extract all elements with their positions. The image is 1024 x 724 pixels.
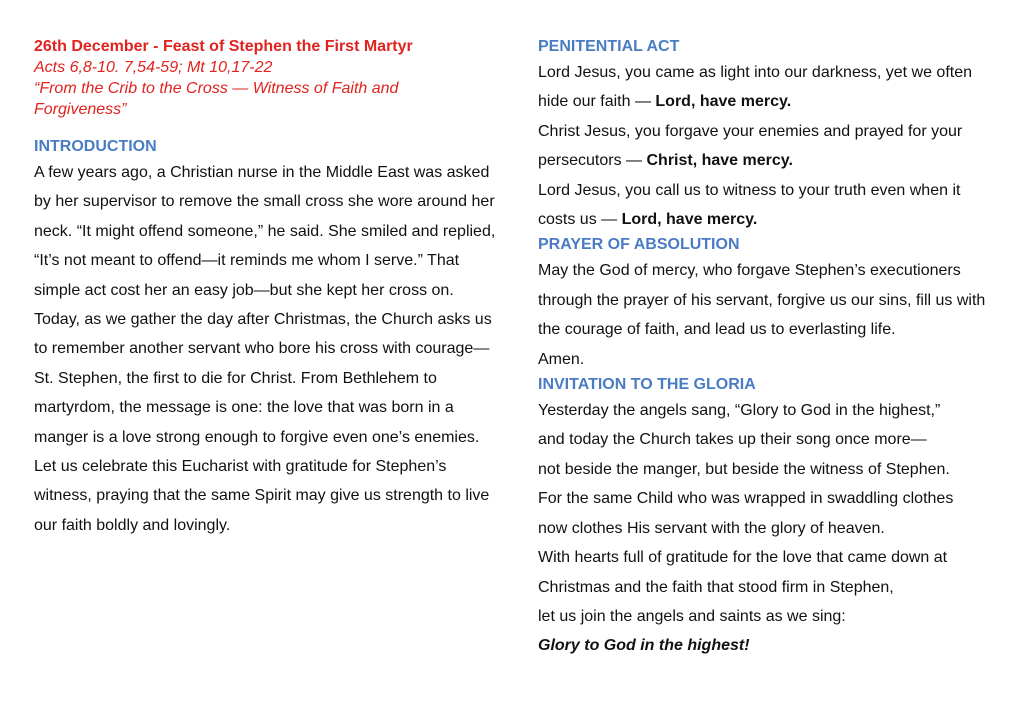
absolution-heading: PRAYER OF ABSOLUTION <box>538 236 740 254</box>
right-column <box>538 36 998 661</box>
gloria-line: With hearts full of gratitude for the love that came down at <box>538 549 948 567</box>
feast-title: 26th December - Feast of Stephen the First Martyr <box>34 38 413 55</box>
invocation-response: Lord, have mercy. <box>621 211 758 229</box>
readings-reference: Acts 6,8-10. 7,54-59; Mt 10,17-22 <box>34 59 273 76</box>
invocation-response: Lord, have mercy. <box>655 93 792 111</box>
gloria-invitation-heading: INVITATION TO THE GLORIA <box>538 376 756 394</box>
penitential-invocation-1 <box>538 58 998 117</box>
homily-subtitle-line2: Forgiveness” <box>34 101 127 118</box>
spacer <box>34 120 496 136</box>
gloria-line: not beside the manger, but beside the witness of Stephen. <box>538 460 950 478</box>
introduction-heading: INTRODUCTION <box>34 138 157 155</box>
amen-text: Amen. <box>538 350 585 368</box>
gloria-line: Yesterday the angels sang, “Glory to God in the highest,” <box>538 402 941 420</box>
absolution-prayer: May the God of mercy, who forgave Stephen’s executioners through the prayer of his servant, forgive us our sins, fill us with the courage of faith, and lead us to everlasting life. <box>538 262 986 339</box>
gloria-line: For the same Child who was wrapped in swaddling clothes <box>538 490 954 508</box>
gloria-line: now clothes His servant with the glory of heaven. <box>538 519 885 537</box>
invocation-text: Christ Jesus, you forgave your enemies and prayed for your persecutors — <box>538 122 963 170</box>
homily-subtitle-line1: “From the Crib to the Cross — Witness of Faith and <box>34 80 399 97</box>
invocation-text: Lord Jesus, you call us to witness to your truth even when it costs us — <box>538 181 961 229</box>
gloria-closing: Glory to God in the highest! <box>538 637 750 655</box>
introduction-paragraph-3: Let us celebrate this Eucharist with gratitude for Stephen’s witness, praying that the same Spirit may give us strength to live our faith boldly and lovingly. <box>34 458 490 534</box>
invocation-response: Christ, have mercy. <box>646 152 793 170</box>
introduction-paragraph-1: A few years ago, a Christian nurse in the Middle East was asked by her supervisor to remove the small cross she wore around her neck. “It might offend someone,” he said. She smiled and replied, “It’s not meant to offend—it reminds me whom I serve.” That simple act cost her an easy job—but she kept her cross on. <box>34 164 496 299</box>
gloria-line: Christmas and the faith that stood firm in Stephen, <box>538 578 894 596</box>
penitential-invocation-2 <box>538 117 998 176</box>
gloria-line: and today the Church takes up their song once more— <box>538 431 927 449</box>
invocation-text: Lord Jesus, you came as light into our darkness, yet we often hide our faith — <box>538 64 973 111</box>
penitential-invocation-3 <box>538 176 998 235</box>
penitential-act-heading: PENITENTIAL ACT <box>538 38 680 55</box>
left-column <box>34 36 496 540</box>
introduction-paragraph-2: Today, as we gather the day after Christmas, the Church asks us to remember another servant who bore his cross with courage—St. Stephen, the first to die for Christ. From Bethlehem to martyrdom, the message is one: the love that was born in a manger is a love strong enough to forgive even one’s enemies. <box>34 311 492 446</box>
gloria-line: let us join the angels and saints as we sing: <box>538 607 846 625</box>
